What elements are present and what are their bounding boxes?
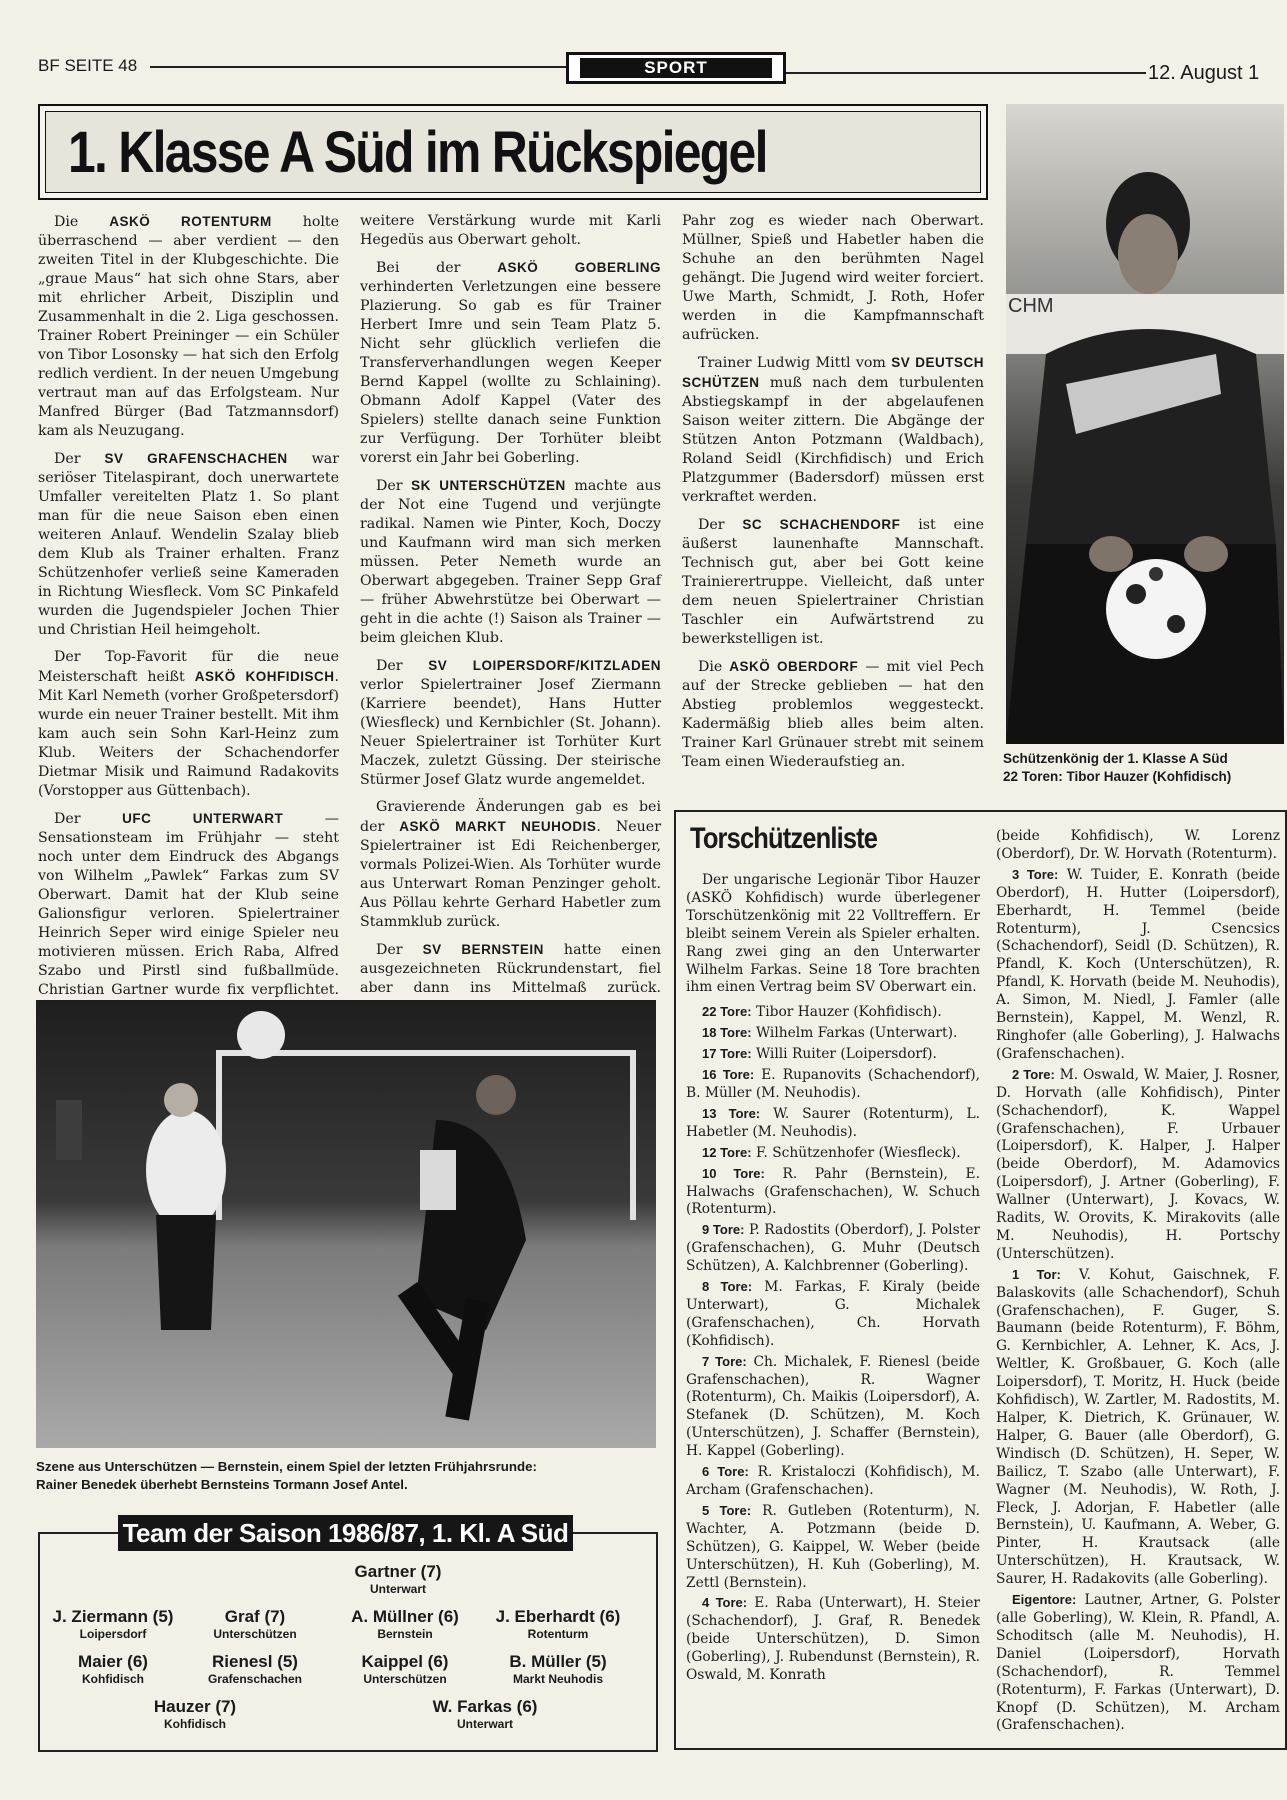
scorer-names: R. Kristaloczi (Kohfidisch), M. Archam (Grafenschachen). bbox=[686, 1464, 980, 1498]
paragraph-text: ist eine äußerst launenhafte Mannschaft. Technisch gut, aber bei Gott keine Trainierertruppe. Vielleicht, daß unter dem neuen Spielertrainer Christian Taschler ein Aufwärtstrend zu bewerkstelligen ist. bbox=[682, 517, 984, 647]
paragraph-text: Pahr zog es wieder nach Oberwart. Müllner, Spieß und Habetler haben die Schuhe an den berühmten Nagel gehängt. Die Jugend wird weiter forciert. Uwe Marth, Schmidt, J. Roth, Hofer werden in die Kampfmannschaft aufrücken. bbox=[682, 213, 984, 343]
caption-match-line2: Rainer Benedek überhebt Bernsteins Tormann Josef Antel. bbox=[36, 1477, 408, 1492]
player-club: Grafenschachen bbox=[207, 1672, 303, 1686]
article-column-2 bbox=[360, 212, 661, 1025]
paragraph-text: Der bbox=[54, 811, 123, 827]
scorers-intro: Der ungarische Legionär Tibor Hauzer (ASKÖ Kohfidisch) wurde überlegener Torschützenkönig mit 22 Volltreffern. Er bleibt seinem Verein als Spieler erhalten. Rang zwei ging an den Unterwarter Wilhelm Farkas. Seine 18 Tore brachten ihm einen Vertrag beim SV Oberwart ein. bbox=[686, 872, 980, 996]
scorer-entry bbox=[996, 1266, 1280, 1589]
scorer-entry bbox=[686, 1024, 980, 1043]
article-paragraph bbox=[38, 212, 339, 441]
scorer-names: V. Kohut, Gaischnek, F. Balaskovits (alle Schachendorf), Schuh (Grafenschachen), F. Guger, S. Baumann (beide Rotenturm), F. Böhm, G. Kernbichler, A. Lehner, K. Acs, J. Weltler, K. Großbauer, G. Koch (alle Loipersdorf), T. Moritz, H. Huck (beide Kohfidisch), W. Zartler, M. Radostits, M. Halper, K. Dietrich, K. Grünauer, W. Halper, G. Bauer (alle Oberdorf), G. Windisch (D. Schützen), H. Seper, W. Bailicz, T. Szabo (alle Unterwart), F. Wagner (M. Neuhodis), W. Roth, J. Fleck, J. Adorjan, F. Habetler (alle Bernstein), U. Kaufmann, A. Weber, G. Pinter, H. Krautsack (alle Unterschützen), H. Krautsack, W. Saurer, H. Radakovits (alle Goberling). bbox=[996, 1266, 1280, 1588]
team-player bbox=[330, 1607, 480, 1642]
section-label-box bbox=[566, 52, 786, 84]
team-title: Team der Saison 1986/87, 1. Kl. A Süd bbox=[118, 1515, 573, 1551]
goal-count: 6 Tore: bbox=[702, 1464, 749, 1480]
goal-count: 10 Tore: bbox=[702, 1165, 765, 1181]
player-name: Graf (7) bbox=[224, 1607, 286, 1626]
scorer-names: M. Oswald, W. Maier, J. Rosner, D. Horvath (alle Kohfidisch), Pinter (Schachendorf), K. Wappel (Grafenschachen), F. Urbauer (Loipersdorf), K. Halper, J. Halper (beide Oberdorf), M. Adamovics (Loipersdorf), J. Artner (Goberling), F. Wallner (Unterwart), J. Kovacs, W. Radits, W. Orovits, K. Mirakovits (alle M. Neuhodis), H. Portschy (Unterschützen). bbox=[996, 1066, 1280, 1262]
player-name: A. Müllner (6) bbox=[351, 1607, 459, 1626]
paragraph-text: — Sensationsteam im Frühjahr — steht noch unter dem Eindruck des Abgangs von Wilhelm „Pawlek“ Farkas zum SV Oberwart. Damit hat der Klub seine Galionsfigur verloren. Spielertrainer Heinrich Seper wird einige Spieler neu motivieren müssen. Erich Raba, Alfred Szabo und Pirstl sind fußballmüde. Christian Gartner wurde fix verpflichtet. bbox=[38, 811, 339, 998]
scorer-names: (beide Kohfidisch), W. Lorenz (Oberdorf), Dr. W. Horvath (Rotenturm). bbox=[996, 828, 1280, 862]
article-paragraph bbox=[38, 648, 339, 801]
player-name: Gartner (7) bbox=[354, 1562, 442, 1581]
goal-count: Eigentore: bbox=[1012, 1592, 1077, 1608]
player-name: J. Eberhardt (6) bbox=[495, 1607, 621, 1626]
club-name: UFC UNTERWART bbox=[122, 811, 284, 826]
club-name: ASKÖ OBERDORF bbox=[729, 659, 859, 674]
team-player bbox=[180, 1607, 330, 1642]
scorer-entry bbox=[686, 1278, 980, 1351]
player-name: W. Farkas (6) bbox=[432, 1697, 538, 1716]
player-club: Kohfidisch bbox=[82, 1672, 144, 1686]
scorer-names: P. Radostits (Oberdorf), J. Polster (Grafenschachen), G. Muhr (Deutsch Schützen), A. Kalchbrenner (Goberling). bbox=[686, 1222, 980, 1275]
goal-count: 3 Tore: bbox=[1012, 866, 1059, 882]
scorer-names: Tibor Hauzer (Kohfidisch). bbox=[751, 1004, 942, 1021]
goal-count: 22 Tore: bbox=[702, 1004, 752, 1020]
article-paragraph bbox=[38, 809, 339, 1019]
headline: 1. Klasse A Süd im Rückspiegel bbox=[68, 119, 767, 185]
club-name: SV GRAFENSCHACHEN bbox=[104, 451, 288, 466]
scorer-names: R. Pahr (Bernstein), E. Halwachs (Grafenschachen), W. Schuch (Rotenturm). bbox=[686, 1165, 981, 1218]
goal-count: 7 Tore: bbox=[702, 1353, 747, 1369]
photo-top-scorer bbox=[1006, 104, 1284, 744]
page-number: BF SEITE 48 bbox=[38, 56, 138, 75]
scorer-entry bbox=[996, 866, 1280, 1064]
club-name: SK UNTERSCHÜTZEN bbox=[411, 478, 566, 493]
photo-top-scorer-image bbox=[1006, 104, 1284, 744]
photo-match-scene-image bbox=[36, 1000, 656, 1448]
article-column-3 bbox=[682, 212, 984, 780]
goal-count: 16 Tore: bbox=[702, 1067, 755, 1083]
paragraph-text: weitere Verstärkung wurde mit Karli Hegedüs aus Oberwart geholt. bbox=[360, 213, 661, 248]
scorer-entry bbox=[996, 1066, 1280, 1264]
goal-count: 5 Tore: bbox=[702, 1502, 752, 1518]
paragraph-text: Der bbox=[54, 451, 105, 467]
player-name: Maier (6) bbox=[78, 1652, 148, 1671]
scorer-entry bbox=[686, 1066, 980, 1103]
paragraph-text: Der bbox=[376, 942, 423, 958]
goal-count: 17 Tore: bbox=[702, 1046, 752, 1062]
goal-count: 18 Tore: bbox=[702, 1025, 752, 1041]
team-player bbox=[478, 1607, 638, 1642]
paragraph-text: Bei der bbox=[376, 260, 498, 276]
player-name: Kaippel (6) bbox=[361, 1652, 449, 1671]
scorer-entry bbox=[686, 1003, 980, 1022]
team-player bbox=[478, 1652, 638, 1687]
club-name: SV BERNSTEIN bbox=[422, 942, 544, 957]
goal-count: 1 Tor: bbox=[1012, 1266, 1061, 1282]
scorers-column-1 bbox=[686, 872, 980, 1687]
paragraph-text: Der bbox=[698, 517, 743, 533]
paragraph-text: Die bbox=[54, 214, 110, 230]
paragraph-text: machte aus der Not eine Tugend und verjüngte radikal. Namen wie Pinter, Koch, Doczy und Kaufmann wird man sich merken müssen. Peter Nemeth wurde an Oberwart abgegeben. Trainer Sepp Graf — früher Abwehrstütze bei Oberwart — geht in die achte (!) Saison als Trainer — beim gleichen Klub. bbox=[360, 478, 661, 646]
player-club: Unterschützen bbox=[213, 1627, 297, 1641]
scorer-names: Ch. Michalek, F. Rienesl (beide Grafenschachen), R. Wagner (Rotenturm), Ch. Maikis (Loipersdorf), A. Stefanek (D. Schützen), M. Koch (Unterschützen), J. Schaffer (Bernstein), H. Kappel (Goberling). bbox=[686, 1353, 980, 1460]
scorer-entry bbox=[686, 1594, 980, 1685]
photo-match-scene bbox=[36, 1000, 656, 1448]
club-name: SV LOIPERSDORF/KITZLADEN bbox=[428, 658, 661, 673]
section-label: SPORT bbox=[580, 58, 772, 78]
caption-top-scorer-line2: 22 Toren: Tibor Hauzer (Kohfidisch) bbox=[1003, 769, 1232, 784]
player-club: Loipersdorf bbox=[79, 1627, 147, 1641]
header-rule-left bbox=[150, 66, 566, 68]
paragraph-text: muß nach dem turbulenten Abstiegskampf in der abgelaufenen Saison weiter zittern. Die Abgänge der Stützen Anton Potzmann (Waldbach), Roland Seidl (Kirchfidisch) und Erich Platzgummer (Badersdorf) müssen erst verkraftet werden. bbox=[682, 375, 984, 505]
scorer-names: Wilhelm Farkas (Unterwart). bbox=[751, 1025, 958, 1042]
player-club: Unterwart bbox=[369, 1582, 426, 1596]
issue-date: 12. August 1 bbox=[1148, 62, 1260, 84]
player-name: J. Ziermann (5) bbox=[52, 1607, 174, 1626]
scorer-names: F. Schützenhofer (Wiesfleck). bbox=[751, 1144, 961, 1161]
article-paragraph bbox=[360, 656, 661, 790]
article-paragraph bbox=[360, 212, 661, 250]
scorer-entry bbox=[686, 1165, 980, 1220]
article-paragraph bbox=[38, 449, 339, 640]
team-player bbox=[390, 1697, 580, 1732]
team-player bbox=[330, 1652, 480, 1687]
goal-count: 12 Tore: bbox=[702, 1144, 752, 1160]
goal-count: 8 Tore: bbox=[702, 1279, 753, 1295]
club-name: ASKÖ ROTENTURM bbox=[109, 214, 272, 229]
scorer-entry bbox=[686, 1144, 980, 1163]
team-player bbox=[318, 1562, 478, 1597]
scorer-names: E. Raba (Unterwart), H. Steier (Schachendorf), J. Graf, R. Benedek (beide Unterschützen), D. Simon (Goberling), J. Rubendunst (Bernstein), R. Oswald, M. Konrath bbox=[686, 1595, 980, 1684]
svg-text:CHM: CHM bbox=[1008, 295, 1054, 317]
player-name: Rienesl (5) bbox=[212, 1652, 298, 1671]
club-name: ASKÖ MARKT NEUHODIS bbox=[399, 819, 597, 834]
scorer-entry bbox=[996, 1591, 1280, 1735]
scorer-names: R. Gutleben (Rotenturm), N. Wachter, A. Potzmann (beide D. Schützen), G. Kaippel, W. Weber (beide Unterschützen), H. Kuh (Goberling), M. Zettl (Bernstein). bbox=[686, 1502, 980, 1591]
paragraph-text: war seriöser Titelaspirant, doch unerwartete Umfaller vereitelten Platz 1. So plant man für die neue Saison eben einen weiteren Anlauf. Wendelin Szalay blieb dem Klub als Trainer erhalten. Franz Schützenhofer verließ seine Kameraden in Richtung Wiesfleck. Vom SC Pinkafeld wurden die Jugendspieler Jochen Thier und Christian Heil heimgeholt. bbox=[38, 451, 339, 638]
paragraph-text: Gravierende Änderungen gab es bei der bbox=[360, 799, 661, 835]
article-paragraph bbox=[682, 657, 984, 772]
goal-count: 13 Tore: bbox=[702, 1105, 761, 1121]
scorer-entry bbox=[686, 1463, 980, 1500]
article-paragraph bbox=[360, 798, 661, 932]
scorer-names: W. Tuider, E. Konrath (beide Oberdorf), H. Hutter (Loipersdorf), Eberhardt, H. Temmel (beide Rotenturm), J. Csencsics (Schachendorf), Seidl (D. Schützen), R. Pfandl, K. Koch (Unterschützen), R. Pfandl, K. Horvath (beide M. Neuhodis), A. Simon, M. Niedl, J. Famler (alle Bernstein), Kappel, M. Wenzl, R. Ringhofer (alle Goberling), J. Halwachs (Grafenschachen). bbox=[996, 866, 1280, 1062]
paragraph-text: . Mit Karl Nemeth (vorher Großpetersdorf) wurde ein neuer Trainer bestellt. Mit ihm kam auch sein Sohn Karl-Heinz zum Klub. Weiters der Schachendorfer Dietmar Misik und Raimund Radakovits (Vorstopper aus Güttenbach). bbox=[38, 669, 339, 799]
paragraph-text: Der bbox=[376, 478, 412, 494]
team-player bbox=[110, 1697, 280, 1732]
paragraph-text: verlor Spielertrainer Josef Ziermann (Karriere beendet), Hans Hutter (Wiesfleck) und Kernbichler (St. Johann). Neuer Spielertrainer ist Torhüter Kurt Maczek, zuletzt Güssing. Der steirische Stürmer Josef Glatz wurde angemeldet. bbox=[360, 677, 661, 788]
article-column-1 bbox=[38, 212, 339, 1027]
paragraph-text: Trainer Ludwig Mittl vom bbox=[698, 355, 892, 371]
scorer-names: W. Saurer (Rotenturm), L. Habetler (M. Neuhodis). bbox=[686, 1105, 981, 1140]
club-name: ASKÖ GOBERLING bbox=[497, 260, 661, 275]
paragraph-text: holte überraschend — aber verdient — den zweiten Titel in der Klubgeschichte. Die „graue Maus“ hat sich ohne Stars, aber mit ehrlicher Arbeit, Disziplin und Zusammenhalt in die 2. Liga geschossen. Trainer Robert Preininger — ein Schüler von Tibor Losonsky — hat sich den Erfolg redlich verdient. In der neuen Umgebung vertraut man auf das Erfolgsteam. Nur Manfred Bürger (Bad Tatzmannsdorf) kam als Neuzugang. bbox=[38, 214, 340, 439]
headline-box bbox=[38, 104, 988, 200]
article-paragraph bbox=[360, 258, 661, 468]
scorer-names: M. Farkas, F. Kiraly (beide Unterwart), G. Michalek (Grafenschachen), Ch. Horvath (Kohfidisch). bbox=[686, 1279, 980, 1349]
player-club: Bernstein bbox=[377, 1627, 433, 1641]
scorers-column-2 bbox=[996, 828, 1280, 1737]
club-name: ASKÖ KOHFIDISCH bbox=[194, 669, 335, 684]
team-player bbox=[38, 1607, 188, 1642]
player-club: Markt Neuhodis bbox=[512, 1672, 603, 1686]
scorer-entry bbox=[686, 1105, 980, 1142]
club-name: SC SCHACHENDORF bbox=[742, 517, 901, 532]
paragraph-text: hatte einen ausgezeichneten Rückrundenstart, fiel aber dann ins Mittelmaß zurück. bbox=[360, 942, 661, 996]
paragraph-text: — mit viel Pech auf der Strecke geblieben — hat den Abstieg problemlos weggesteckt. Kadermäßig blieb alles beim alten. Trainer Karl Grünauer strebt mit seinem Team einen Wiederaufstieg an. bbox=[682, 659, 984, 770]
caption-top-scorer-line1: Schützenkönig der 1. Klasse A Süd bbox=[1003, 751, 1228, 766]
paragraph-text: verhinderten Verletzungen eine bessere Plazierung. So gab es für Trainer Herbert Imre und sein Team Platz 5. Nicht sehr glücklich verliefen die Transferverhandlungen wegen Keeper Bernd Kappel (wollte zu Schlaining). Obmann Adolf Kappel (Vater des Spielers) stellte danach seine Funktion zur Verfügung. Der Torhüter bleibt vorerst ein Jahr bei Goberling. bbox=[360, 279, 661, 466]
paragraph-text: Der Top-Favorit für die neue Meisterschaft heißt bbox=[38, 649, 339, 685]
player-club: Unterwart bbox=[456, 1717, 513, 1731]
paragraph-text: Die bbox=[698, 659, 730, 675]
scorer-entry bbox=[686, 1221, 980, 1276]
article-paragraph bbox=[682, 515, 984, 649]
paragraph-text: . Neuer Spielertrainer ist Edi Reichenberger, vormals Polizei-Wien. Als Torhüter wurde aus Unterwart Roman Penzinger geholt. Aus Pöllau kehrte Gerhard Habetler zum Stammklub zurück. bbox=[360, 819, 661, 930]
scorer-names: Lautner, Artner, G. Polster (alle Goberling), W. Klein, R. Pfandl, A. Schoditsch (alle M. Neuhodis), H. Daniel (Loipersdorf), Horvath (Schachendorf), R. Temmel (Rotenturm), F. Farkas (Unterwart), D. Knopf (D. Schützen), M. Archam (Grafenschachen). bbox=[996, 1592, 1280, 1734]
scorers-title: Torschützenliste bbox=[690, 822, 878, 855]
team-player bbox=[38, 1652, 188, 1687]
player-club: Kohfidisch bbox=[164, 1717, 226, 1731]
player-name: Hauzer (7) bbox=[153, 1697, 237, 1716]
article-paragraph bbox=[360, 476, 661, 648]
team-player bbox=[180, 1652, 330, 1687]
club-name: SV DEUTSCH SCHÜTZEN bbox=[682, 355, 985, 390]
scorer-entry bbox=[686, 1502, 980, 1593]
player-club: Unterschützen bbox=[363, 1672, 447, 1686]
header-rule-right bbox=[786, 72, 1146, 74]
caption-match-line1: Szene aus Unterschützen — Bernstein, einem Spiel der letzten Frühjahrsrunde: bbox=[36, 1459, 537, 1474]
scorer-names: Willi Ruiter (Loipersdorf). bbox=[751, 1046, 937, 1063]
player-club: Rotenturm bbox=[527, 1627, 589, 1641]
player-name: B. Müller (5) bbox=[509, 1652, 607, 1671]
scorer-entry bbox=[686, 1045, 980, 1064]
goal-count: 9 Tore: bbox=[702, 1222, 745, 1238]
paragraph-text: Der bbox=[376, 658, 429, 674]
scorer-names: E. Rupanovits (Schachendorf), B. Müller (M. Neuhodis). bbox=[686, 1067, 980, 1101]
scorer-entry bbox=[996, 828, 1280, 864]
goal-count: 4 Tore: bbox=[702, 1595, 748, 1611]
article-paragraph bbox=[682, 353, 984, 507]
article-paragraph bbox=[682, 212, 984, 345]
scorer-entry bbox=[686, 1353, 980, 1461]
goal-count: 2 Tore: bbox=[1012, 1066, 1055, 1082]
